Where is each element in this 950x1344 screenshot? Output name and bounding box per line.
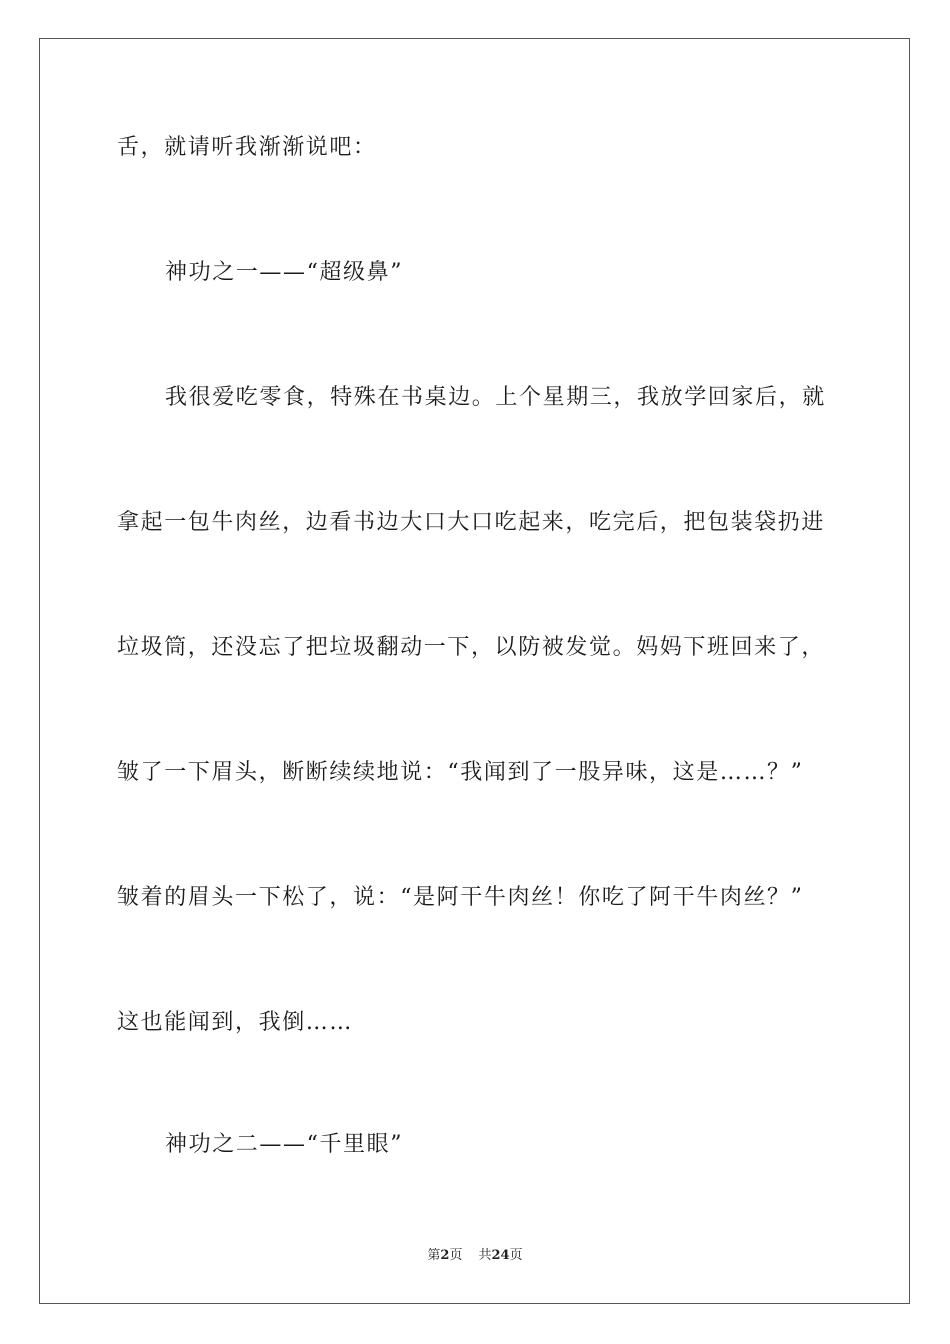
paragraph-line: 舌，就请听我渐渐说吧： [117,135,377,160]
page-suffix: 页 [449,1248,463,1263]
section-heading: 神功之一——“超级鼻” [165,260,404,285]
paragraph-line: 皱了一下眉头，断断续续地说：“我闻到了一股异味，这是……？” [117,760,804,785]
paragraph-line: 皱着的眉头一下松了，说：“是阿干牛肉丝！你吃了阿干牛肉丝？” [117,885,804,910]
total-suffix: 页 [509,1248,523,1263]
current-page-number: 2 [440,1248,450,1263]
paragraph-line: 我很爱吃零食，特殊在书桌边。上个星期三，我放学回家后，就 [165,385,826,410]
page-border [39,38,910,1304]
section-heading: 神功之二——“千里眼” [165,1132,404,1157]
total-page-count: 24 [491,1248,510,1263]
paragraph-line: 垃圾筒，还没忘了把垃圾翻动一下，以防被发觉。妈妈下班回来了， [117,635,826,660]
total-prefix: 共 [478,1248,492,1263]
paragraph-line: 这也能闻到，我倒…… [117,1010,354,1035]
page-prefix: 第 [427,1248,441,1263]
paragraph-line: 拿起一包牛肉丝，边看书边大口大口吃起来，吃完后，把包装袋扔进 [117,510,826,535]
page-footer [0,1247,950,1265]
